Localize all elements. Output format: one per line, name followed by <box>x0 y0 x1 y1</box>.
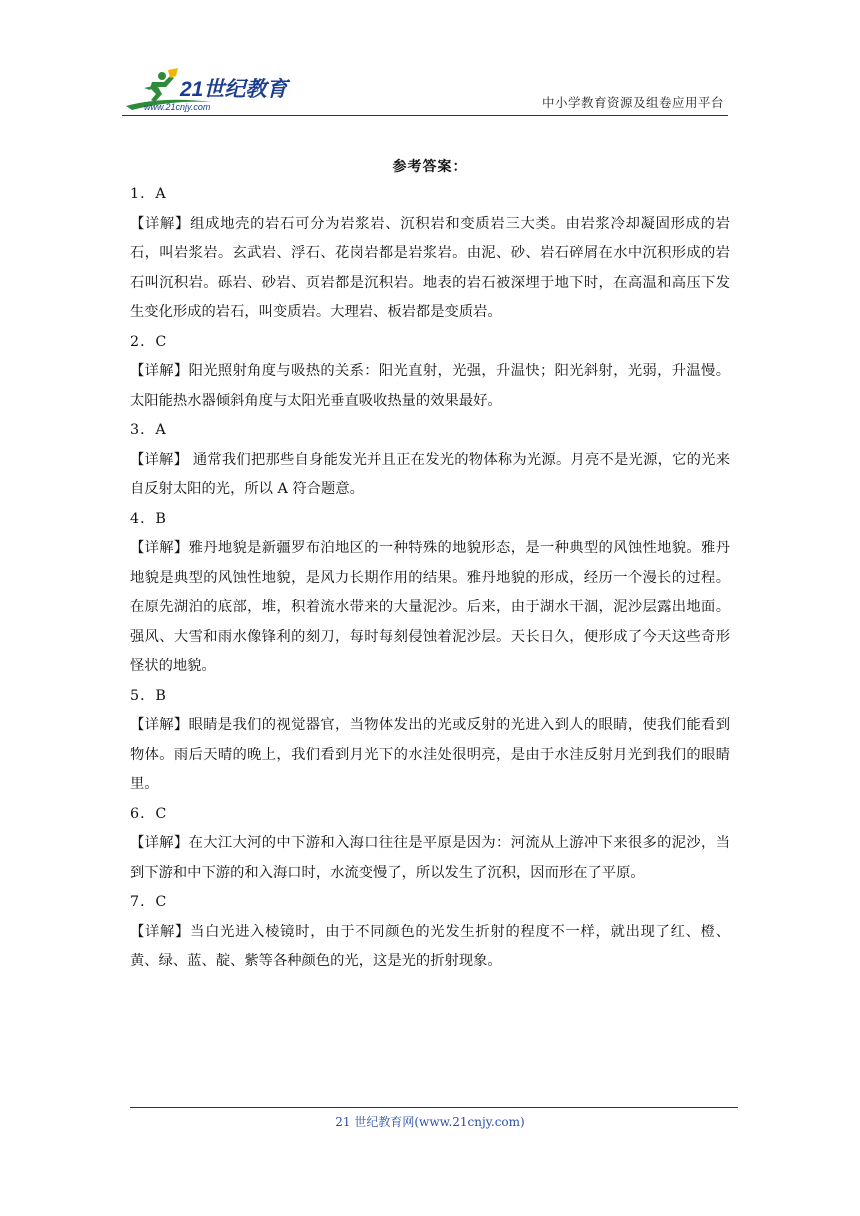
answer-detail: 【详解】当白光进入棱镜时，由于不同颜色的光发生折射的程度不一样，就出现了红、橙、黄、绿、蓝、靛、紫等各种颜色的光，这是光的折射现象。 <box>130 923 730 969</box>
answer-number: 6．C <box>130 805 168 822</box>
answers-title: 参考答案： <box>392 159 468 175</box>
platform-name: 中小学教育资源及组卷应用平台 <box>541 95 724 110</box>
answer-number: 2．C <box>130 333 168 350</box>
answer-detail: 【详解】在大江大河的中下游和入海口往往是平原是因为：河流从上游冲下来很多的泥沙，当到下游和中下游的和入海口时，水流变慢了，所以发生了沉积，因而形在了平原。 <box>130 835 730 881</box>
header-divider <box>122 115 728 116</box>
answers-list <box>130 180 730 977</box>
answer-detail: 【详解】雅丹地貌是新疆罗布泊地区的一种特殊的地貌形态，是一种典型的风蚀性地貌。雅丹地貌是典型的风蚀性地貌，是风力长期作用的结果。雅丹地貌的形成，经历一个漫长的过程。在原先湖泊的底部，堆，积着流水带来的大量泥沙。后来，由于湖水干涸，泥沙层露出地面。强风、大雪和雨水像锋利的刻刀，每时每刻侵蚀着泥沙层。天长日久，便形成了今天这些奇形怪状的地貌。 <box>130 540 730 674</box>
page-header <box>122 66 728 120</box>
answer-number: 5．B <box>130 687 167 704</box>
footer-divider <box>130 1107 738 1108</box>
answer-detail: 【详解】眼睛是我们的视觉器官，当物体发出的光或反射的光进入到人的眼睛，使我们能看到物体。雨后天晴的晚上，我们看到月光下的水洼处很明亮，是由于水洼反射月光到我们的眼睛里。 <box>130 717 730 792</box>
answer-detail: 【详解】阳光照射角度与吸热的关系：阳光直射，光强，升温快；阳光斜射，光弱，升温慢。太阳能热水器倾斜角度与太阳光垂直吸收热量的效果最好。 <box>130 363 730 409</box>
answer-detail: 【详解】 通常我们把那些自身能发光并且正在发光的物体称为光源。月亮不是光源，它的光来自反射太阳的光，所以 A 符合题意。 <box>130 451 730 497</box>
21cnjy-logo <box>122 66 292 112</box>
logo-text: 21世纪教育 <box>180 78 288 101</box>
answer-number: 7．C <box>130 894 168 910</box>
answer-number: 4．B <box>130 510 167 527</box>
answer-number: 1．A <box>130 186 167 202</box>
logo-url: www.21cnjy.com <box>144 102 211 112</box>
answer-number: 3．A <box>130 422 167 438</box>
answer-detail: 【详解】组成地壳的岩石可分为岩浆岩、沉积岩和变质岩三大类。由岩浆冷却凝固形成的岩石，叫岩浆岩。玄武岩、浮石、花岗岩都是岩浆岩。由泥、砂、岩石碎屑在水中沉积形成的岩石叫沉积岩。砾岩、砂岩、页岩都是沉积岩。地表的岩石被深埋于地下时，在高温和高压下发生变化形成的岩石，叫变质岩。大理岩、板岩都是变质岩。 <box>130 215 730 320</box>
footer-link[interactable]: 21 世纪教育网(www.21cnjy.com) <box>335 1115 525 1129</box>
